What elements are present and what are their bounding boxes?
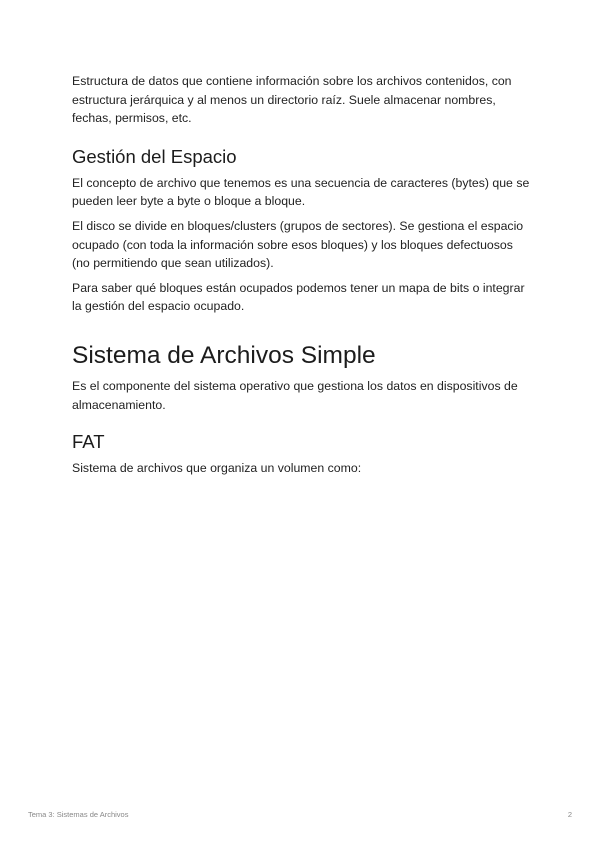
section-heading-gestion-espacio: Gestión del Espacio [72,145,237,167]
section-heading-fat: FAT [72,431,105,453]
footer-title: Tema 3: Sistemas de Archivos [28,810,129,819]
gestion-paragraph-2: El disco se divide en bloques/clusters (grupos de sectores). Se gestiona el espacio ocupado (con toda la información sobre esos bloques) y los bloques defectuosos (no permitiendo que sean utilizados). [72,218,524,271]
fat-paragraph: Sistema de archivos que organiza un volumen como: [72,461,362,476]
section-heading-sistema-archivos: Sistema de Archivos Simple [72,341,376,369]
page-content [72,72,532,478]
gestion-paragraph-3: Para saber qué bloques están ocupados podemos tener un mapa de bits o integrar la gestión del espacio ocupado. [72,280,525,314]
gestion-paragraph-1: El concepto de archivo que tenemos es una secuencia de caracteres (bytes) que se pueden leer byte a byte o bloque a bloque. [72,175,530,209]
intro-paragraph: Estructura de datos que contiene información sobre los archivos contenidos, con estructura jerárquica y al menos un directorio raíz. Suele almacenar nombres, fechas, permisos, etc. [72,74,512,126]
page-number: 2 [567,810,572,819]
sistema-paragraph: Es el componente del sistema operativo que gestiona los datos en dispositivos de almacenamiento. [72,378,518,412]
